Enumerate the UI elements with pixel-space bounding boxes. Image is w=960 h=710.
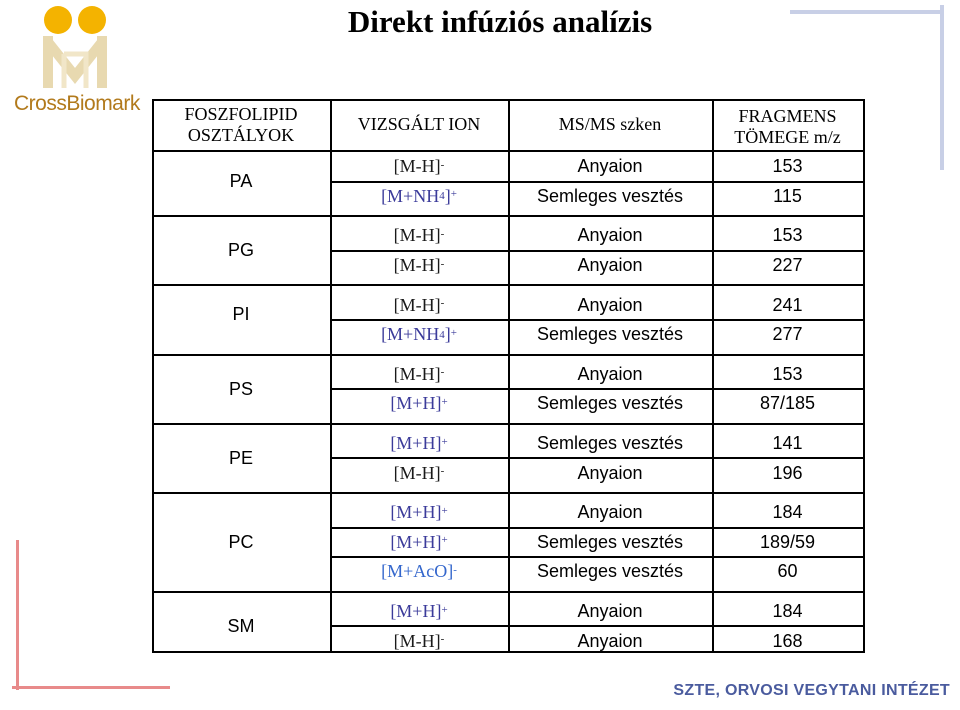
ion-cell: [M-H] - bbox=[393, 225, 445, 246]
ion-formula: [M-H] bbox=[393, 156, 441, 177]
ion-bracket: ] bbox=[444, 185, 451, 206]
ion-formula: [M+H] bbox=[390, 531, 442, 552]
ion-formula: [M-H] bbox=[393, 294, 441, 315]
scan-cell: Anyaion bbox=[577, 502, 643, 523]
logo-text: CrossBiomark bbox=[14, 92, 140, 115]
header-ion: VIZSGÁLT ION bbox=[357, 114, 481, 134]
ion-formula: [M+NH bbox=[381, 185, 440, 206]
mass-cell: 227 bbox=[772, 255, 803, 276]
footer-institute: SZTE, ORVOSI VEGYTANI INTÉZET bbox=[673, 682, 950, 699]
ion-formula: [M+H] bbox=[390, 502, 442, 523]
class-label-pa: PA bbox=[229, 171, 253, 192]
scan-cell: Semleges vesztés bbox=[536, 324, 684, 345]
scan-cell: Anyaion bbox=[577, 294, 643, 315]
logo-mark-icon bbox=[14, 4, 144, 94]
header-class: FOSZFOLIPID OSZTÁLYOK bbox=[184, 103, 298, 145]
group-divider bbox=[152, 354, 863, 356]
class-label-sm: SM bbox=[227, 615, 255, 636]
decor-line-top bbox=[790, 10, 940, 14]
header-mass: FRAGMENS TÖMEGE m/z bbox=[734, 106, 841, 147]
scan-cell: Anyaion bbox=[577, 630, 643, 651]
mass-cell: 115 bbox=[773, 185, 802, 206]
ion-formula: [M-H] bbox=[393, 630, 441, 651]
crossbiomark-logo bbox=[14, 4, 144, 122]
page-title: Direkt infúziós analízis bbox=[347, 4, 653, 39]
group-divider bbox=[152, 423, 863, 425]
phospholipid-table bbox=[152, 99, 863, 651]
ion-formula: [M+NH bbox=[381, 324, 440, 345]
mass-cell: 87/185 bbox=[759, 393, 816, 414]
ion-formula: [M+H] bbox=[390, 601, 442, 622]
class-label-pi: PI bbox=[232, 304, 250, 325]
ion-cell: [M+H] + bbox=[390, 393, 448, 414]
ion-cell: [M-H] - bbox=[393, 294, 445, 315]
group-divider bbox=[152, 591, 863, 593]
mass-cell: 141 bbox=[772, 433, 803, 454]
ion-formula: [M-H] bbox=[393, 363, 441, 384]
ion-cell: [M-H] - bbox=[393, 462, 445, 483]
group-divider bbox=[152, 215, 863, 217]
mass-cell: 277 bbox=[772, 324, 803, 345]
scan-cell: Anyaion bbox=[577, 255, 643, 276]
ion-formula: [M+AcO] bbox=[381, 561, 454, 582]
scan-cell: Semleges vesztés bbox=[536, 393, 684, 414]
ion-formula: [M+H] bbox=[390, 433, 442, 454]
header-scan: MS/MS szken bbox=[558, 114, 662, 134]
ion-bracket: ] bbox=[444, 324, 451, 345]
class-label-pe: PE bbox=[228, 447, 253, 468]
ion-cell: [M-H] - bbox=[393, 255, 445, 276]
scan-cell: Semleges vesztés bbox=[536, 433, 684, 454]
ion-cell: [M-H] - bbox=[393, 156, 445, 177]
scan-cell: Semleges vesztés bbox=[536, 185, 684, 206]
scan-cell: Semleges vesztés bbox=[536, 561, 684, 582]
class-label-ps: PS bbox=[228, 378, 253, 399]
decor-line-right bbox=[940, 5, 944, 170]
decor-line-bottom bbox=[12, 686, 170, 689]
scan-cell: Anyaion bbox=[577, 462, 643, 483]
mass-cell: 241 bbox=[772, 294, 803, 315]
mass-cell: 153 bbox=[772, 156, 803, 177]
ion-formula: [M-H] bbox=[393, 255, 441, 276]
scan-cell: Anyaion bbox=[577, 601, 643, 622]
ion-cell: [M+H] + bbox=[390, 601, 448, 622]
mass-cell: 168 bbox=[772, 630, 803, 651]
decor-line-left bbox=[16, 540, 19, 690]
ion-cell: [M+NH 4 ] + bbox=[381, 324, 457, 345]
mass-cell: 196 bbox=[772, 462, 803, 483]
class-label-pg: PG bbox=[227, 240, 254, 261]
mass-cell: 60 bbox=[777, 561, 798, 582]
mass-cell: 189/59 bbox=[759, 531, 816, 552]
ion-cell: [M+H] + bbox=[390, 531, 448, 552]
ion-formula: [M-H] bbox=[393, 225, 441, 246]
group-divider bbox=[152, 284, 863, 286]
ion-cell: [M+H] + bbox=[390, 433, 448, 454]
ion-cell: [M+NH 4 ] + bbox=[381, 185, 457, 206]
scan-cell: Semleges vesztés bbox=[536, 531, 684, 552]
mass-cell: 184 bbox=[772, 601, 803, 622]
ion-formula: [M+H] bbox=[390, 393, 442, 414]
ion-cell: [M-H] - bbox=[393, 363, 445, 384]
mass-cell: 184 bbox=[772, 502, 803, 523]
mass-cell: 153 bbox=[772, 363, 803, 384]
group-divider bbox=[152, 492, 863, 494]
scan-cell: Anyaion bbox=[577, 225, 643, 246]
mass-cell: 153 bbox=[772, 225, 803, 246]
class-label-pc: PC bbox=[228, 531, 254, 552]
ion-cell: [M+AcO] - bbox=[381, 561, 457, 582]
ion-cell: [M-H] - bbox=[393, 630, 445, 651]
scan-cell: Anyaion bbox=[577, 363, 643, 384]
scan-cell: Anyaion bbox=[577, 156, 643, 177]
ion-formula: [M-H] bbox=[393, 462, 441, 483]
ion-cell: [M+H] + bbox=[390, 502, 448, 523]
